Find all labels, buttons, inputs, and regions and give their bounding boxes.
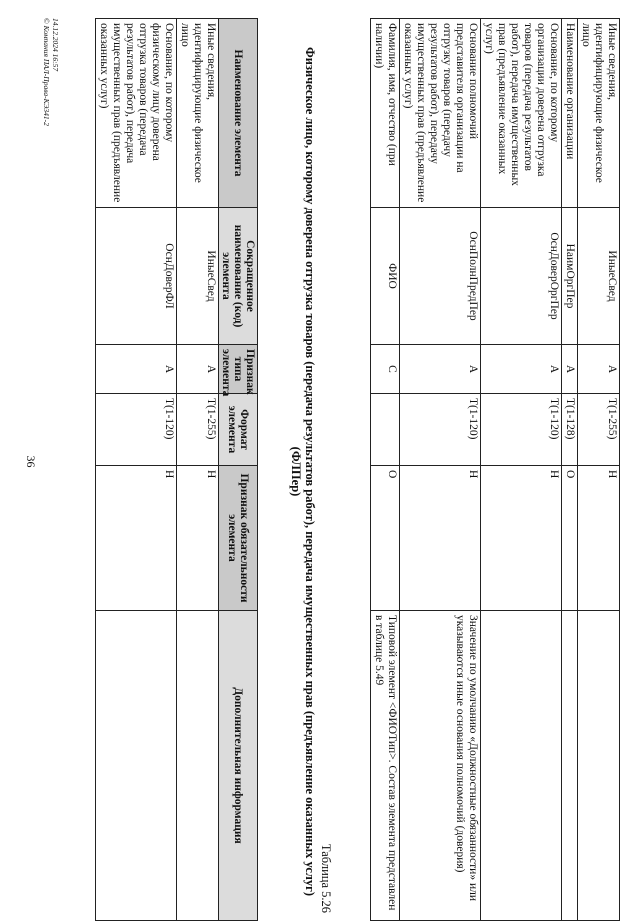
cell-element-name: Фамилия, имя, отчество (при наличии) (371, 19, 400, 208)
attributes-table-continued (370, 18, 620, 921)
cell-element-type: А (481, 345, 562, 394)
table-row (578, 19, 620, 921)
table-row (96, 19, 177, 921)
cell-element-required: О (371, 466, 400, 611)
cell-element-required: Н (400, 466, 481, 611)
cell-element-type: А (96, 345, 177, 394)
cell-element-type: А (562, 345, 578, 394)
header-element-required: Признак обязательности элемента (219, 466, 258, 611)
footer-timestamp: 14.12.2024 16:57 (51, 18, 60, 72)
cell-element-required: Н (578, 466, 620, 611)
cell-element-info (562, 611, 578, 921)
cell-element-name: Основание, по которому организации доверена отгрузка товаров (передача результатов работ), передача имущественных прав (предъявление оказанных услуг) (481, 19, 562, 208)
cell-element-required: Н (481, 466, 562, 611)
cell-element-type: А (578, 345, 620, 394)
table-row (177, 19, 219, 921)
attributes-table (95, 18, 258, 921)
cell-element-format: Т(1-128) (562, 394, 578, 466)
page-number: 36 (24, 455, 38, 468)
cell-element-required: О (562, 466, 578, 611)
cell-element-type: А (400, 345, 481, 394)
table-row (371, 19, 400, 921)
footer-source: © Компания ПАЛ-Права-КЭ341-2 (42, 18, 51, 126)
header-element-info: Дополнительная информация (219, 611, 258, 921)
cell-element-code: ОснДоверОргПер (481, 208, 562, 345)
cell-element-name: Основание полномочий представителя организации на отгрузку товаров (передачу результатов работ), передачу имущественных прав (предъявление оказанных услуг) (400, 19, 481, 208)
cell-element-info (481, 611, 562, 921)
cell-element-format: Т(1-255) (177, 394, 219, 466)
cell-element-name: Иные сведения, идентифицирующие физическое лицо (177, 19, 219, 208)
table-title: Физическое лицо, которому доверена отгрузка товаров (передача результатов работ), передача имущественных прав (предъявление оказанных услуг) (ФЛПер) (289, 47, 317, 896)
cell-element-type: А (177, 345, 219, 394)
cell-element-info (96, 611, 177, 921)
table-row (400, 19, 481, 921)
cell-element-required: Н (96, 466, 177, 611)
cell-element-name: Основание, по которому физическому лицу доверена отгрузка товаров (передача результатов работ), передача имущественных прав (предъявление оказанных услуг) (96, 19, 177, 208)
cell-element-code: ФИО (371, 208, 400, 345)
cell-element-info (177, 611, 219, 921)
table-number: Таблица 5.26 (319, 843, 333, 913)
cell-element-format: Т(1-120) (96, 394, 177, 466)
cell-element-info: Значение по умолчанию «Должностные обязанности» или указываются иные основания полномочий (доверия) (400, 611, 481, 921)
cell-element-code: ОснДоверФЛ (96, 208, 177, 345)
table-row (562, 19, 578, 921)
cell-element-code: ОснПолнПредПер (400, 208, 481, 345)
header-element-format: Формат элемента (219, 394, 258, 466)
cell-element-name: Наименование организации (562, 19, 578, 208)
cell-element-format: Т(1-120) (481, 394, 562, 466)
header-element-type: Признак типа элемента (219, 345, 258, 394)
cell-element-format: Т(1-255) (578, 394, 620, 466)
table-header-row (219, 19, 258, 921)
cell-element-code: ИныеСвед (578, 208, 620, 345)
header-element-name: Наименование элемента (219, 19, 258, 208)
cell-element-type: С (371, 345, 400, 394)
cell-element-name: Иные сведения, идентифицирующие физическое лицо (578, 19, 620, 208)
cell-element-format: Т(1-120) (400, 394, 481, 466)
cell-element-code: ИныеСвед (177, 208, 219, 345)
document-footer (42, 18, 60, 126)
cell-element-code: НаимОргПер (562, 208, 578, 345)
header-element-code: Сокращенное наименование (код) элемента (219, 208, 258, 345)
cell-element-format (371, 394, 400, 466)
cell-element-info (578, 611, 620, 921)
table-row (481, 19, 562, 921)
cell-element-required: Н (177, 466, 219, 611)
cell-element-info: Типовой элемент <ФИОТип>. Состав элемента представлен в таблице 5.49 (371, 611, 400, 921)
